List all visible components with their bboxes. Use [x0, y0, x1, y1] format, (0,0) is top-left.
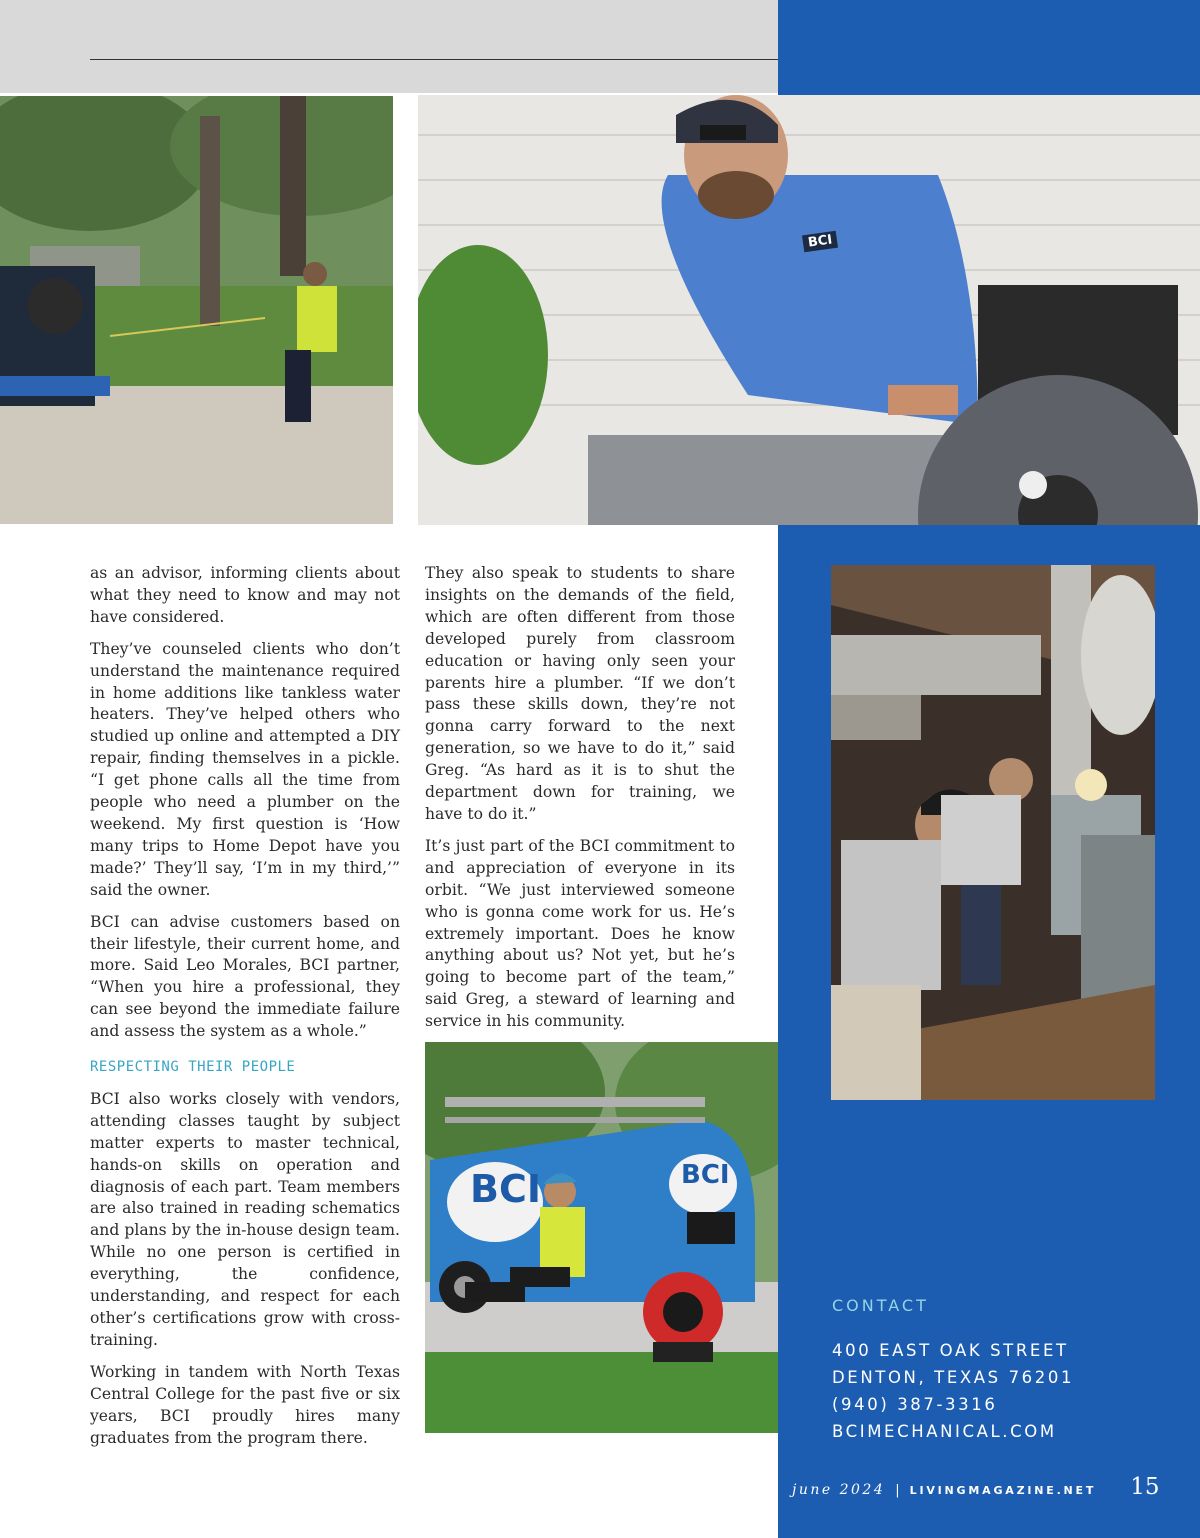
article-paragraph: as an advisor, informing clients about what they need to know and may not have considered.	[90, 564, 400, 626]
photo-worker-pulling-cable	[0, 96, 393, 524]
contact-heading: CONTACT	[832, 1296, 929, 1315]
photo-technician-ac-unit	[418, 95, 1200, 525]
article-paragraph: Working in tandem with North Texas Central College for the past five or six years, BCI proudly hires many graduates from the program there.	[90, 1362, 400, 1447]
photo-technician-with-van	[425, 1042, 778, 1433]
contact-city: DENTON, TEXAS 76201	[832, 1368, 1075, 1387]
contact-phone: (940) 387-3316	[832, 1395, 998, 1414]
van-logo-right: BCI	[681, 1160, 730, 1190]
contact-website: BCIMECHANICAL.COM	[832, 1422, 1057, 1441]
article-paragraph: They also speak to students to share insights on the demands of the field, which are often different from those developed purely from classroom education or having only seen your parents hire a plumber. “If we don’t pass these skills down, they’re not gonna carry forward to the next generation, so we have to do it,” said Greg. “As hard as it is to shut the department down for training, we have to do it.”	[425, 564, 735, 823]
top-gray-band	[0, 0, 778, 93]
footer-site: LIVINGMAGAZINE.NET	[909, 1484, 1097, 1497]
van-logo-left: BCI	[470, 1167, 541, 1211]
photo-technicians-in-attic	[831, 565, 1155, 1100]
section-subhead: RESPECTING THEIR PEOPLE	[90, 1059, 296, 1076]
article-column-middle	[425, 563, 735, 1043]
top-rule-line	[90, 59, 778, 60]
article-column-left	[90, 563, 400, 1459]
article-paragraph: BCI also works closely with vendors, attending classes taught by subject matter experts to master technical, hands-on skills on operation and diagnosis of each part. Team members are also trained in reading schematics and plans by the in-house design team. While no one person is certified in everything, the confidence, understanding, and respect for each other’s certifications grow with cross-training.	[90, 1089, 400, 1349]
page-number: 15	[1130, 1474, 1160, 1500]
article-paragraph: It’s just part of the BCI commitment to and appreciation of everyone in its orbit. “We just interviewed someone who is gonna come work for us. He’s extremely important. Does he know anything about us? Not yet, but he’s going to become part of the team,” said Greg, a steward of learning and service in his community.	[425, 836, 735, 1031]
article-paragraph: They’ve counseled clients who don’t understand the maintenance required in home additions like tankless water heaters. They’ve helped others who studied up online and attempted a DIY repair, finding themselves in a pickle. “I get phone calls all the time from people who need a plumber on the weekend. My first question is ‘How many trips to Home Depot have you made?’ They’ll say, ‘I’m in my third,’” said the owner.	[90, 639, 400, 899]
footer-separator: |	[895, 1483, 900, 1498]
article-paragraph: BCI can advise customers based on their lifestyle, their current home, and more. Said Leo Morales, BCI partner, “When you hire a professional, they can see beyond the immediate failure and assess the system as a whole.”	[90, 912, 400, 1041]
shirt-logo: BCI	[802, 231, 838, 253]
contact-block	[832, 1296, 1152, 1445]
footer-date: june 2024	[792, 1482, 886, 1498]
page-footer	[792, 1474, 1172, 1500]
contact-address: 400 EAST OAK STREET	[832, 1341, 1069, 1360]
